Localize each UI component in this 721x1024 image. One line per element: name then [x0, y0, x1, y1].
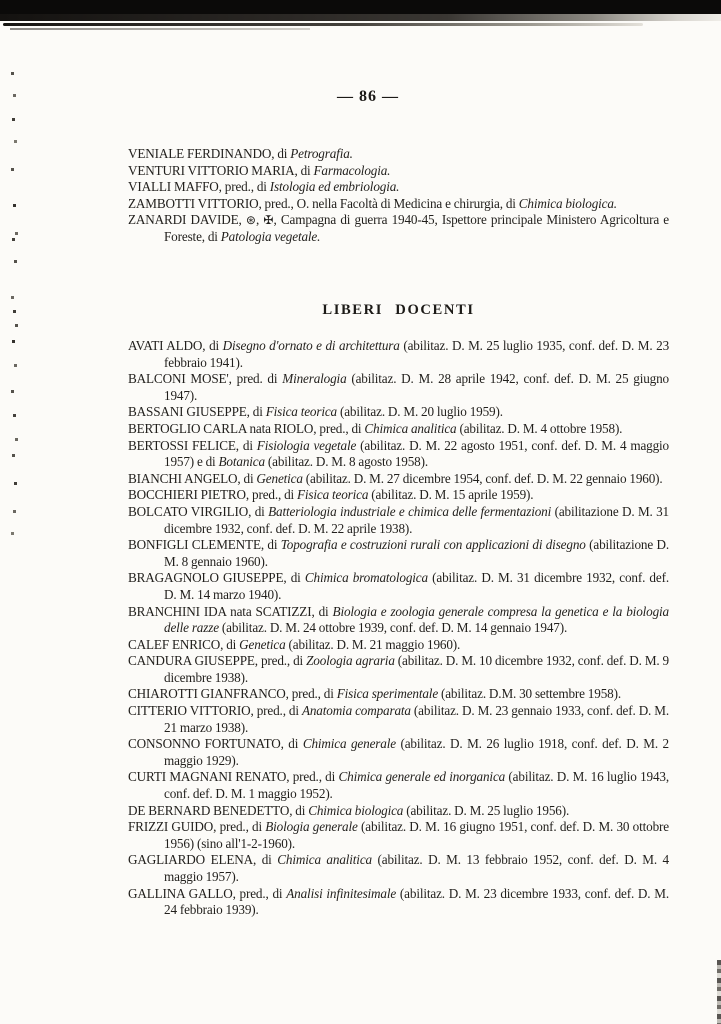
entry-text: Chimica analitica	[277, 852, 372, 868]
entry-text: Zoologia agraria	[306, 653, 395, 669]
entry-text: Fisica sperimentale	[336, 686, 439, 702]
entry	[128, 886, 669, 919]
entry-text: Patologia vegetale.	[220, 228, 321, 244]
entry-text: (abilitaz. D. M. 28 aprile 1942, conf. def. D. M. 25 giugno 1947).	[164, 371, 669, 403]
entry	[128, 769, 669, 802]
entry-text: BIANCHI ANGELO, di	[128, 470, 257, 486]
entry	[128, 487, 669, 504]
entry-text: BERTOSSI FELICE, di	[128, 437, 257, 453]
page-number: — 86 —	[337, 88, 399, 105]
entry-text: (abilitaz. D. M. 8 agosto 1958).	[264, 454, 429, 470]
entry	[128, 686, 669, 703]
entry-text: Fisiologia vegetale	[256, 437, 357, 453]
entry-text: GAGLIARDO ELENA, di	[128, 852, 278, 868]
entry-text: Farmacologia.	[313, 162, 391, 178]
entry	[128, 803, 669, 820]
liberi-docenti-list	[128, 338, 669, 919]
entry-text: CHIAROTTI GIANFRANCO, pred., di	[128, 686, 337, 702]
entry-text: (abilitaz. D. M. 16 giugno 1951, conf. def. D. M. 30 ottobre 1956) (sino all'1-2-1960).	[164, 819, 669, 851]
entry-text: BONFIGLI CLEMENTE, di	[128, 537, 281, 553]
entry-text: Chimica bromatologica	[304, 570, 428, 586]
entry	[128, 852, 669, 885]
entry-text: GALLINA GALLO, pred., di	[128, 885, 287, 901]
professors-continued-list	[128, 146, 669, 246]
entry	[128, 703, 669, 736]
entry	[128, 196, 669, 213]
entry-text: Anatomia comparata	[301, 703, 411, 719]
entry-text: Biologia e zoologia generale compresa la genetica e la biologia delle razze	[164, 603, 669, 636]
entry-text: Topografia e costruzioni rurali con applicazioni di disegno	[280, 537, 586, 553]
entry-text: Chimica generale ed inorganica	[338, 769, 506, 785]
entry	[128, 653, 669, 686]
entry-text: (abilitaz. D. M. 16 luglio 1943, conf. def. D. M. 1 maggio 1952).	[164, 769, 670, 802]
entry-text: CITTERIO VITTORIO, pred., di	[128, 703, 302, 719]
entry	[128, 421, 669, 438]
entry	[128, 179, 669, 196]
entry-text: Mineralogia	[282, 371, 347, 387]
entry-text: BASSANI GIUSEPPE, di	[128, 404, 266, 420]
entry-text: BRANCHINI IDA nata SCATIZZI, di	[128, 603, 333, 619]
entry-text: (abilitaz. D. M. 31 dicembre 1932, conf. def. D. M. 14 marzo 1940).	[164, 570, 669, 602]
entry-text: BERTOGLIO CARLA nata RIOLO, pred., di	[128, 420, 365, 436]
entry-text: CALEF ENRICO, di	[128, 636, 240, 652]
entry-text: (abilitazione D. M. 31 dicembre 1932, conf. def. D. M. 22 aprile 1938).	[164, 503, 670, 536]
entry	[128, 537, 669, 570]
entry-text: Petrografia.	[290, 146, 353, 161]
entry-text: (abilitaz. D. M. 24 ottobre 1939, conf. def. D. M. 14 gennaio 1947).	[218, 620, 568, 636]
entry-text: CONSONNO FORTUNATO, di	[128, 736, 303, 752]
entry-text: (abilitaz. D. M. 21 maggio 1960).	[285, 636, 461, 652]
entry	[128, 504, 669, 537]
entry-text: Chimica analitica	[364, 420, 457, 436]
entry-text: Analisi infinitesimale	[286, 885, 397, 901]
entry	[128, 146, 669, 163]
entry-text: FRIZZI GUIDO, pred., di	[128, 819, 266, 835]
entry-text: ,	[255, 212, 264, 228]
entry-text: (abilitaz. D. M. 25 luglio 1935, conf. def. D. M. 23 febbraio 1941).	[164, 338, 670, 370]
entry-text: (abilitaz. D. M. 23 gennaio 1933, conf. def. D. M. 21 marzo 1938).	[164, 703, 669, 735]
entry-text: (abilitaz. D. M. 10 dicembre 1932, conf. def. D. M. 9 dicembre 1938).	[164, 653, 669, 685]
entry-text: Botanica	[218, 454, 265, 470]
entry-text: (abilitaz. D. M. 23 dicembre 1933, conf. def. D. M. 24 febbraio 1939).	[164, 885, 669, 918]
scan-noise-left	[11, 72, 14, 75]
entry-text: BRAGAGNOLO GIUSEPPE, di	[128, 570, 305, 586]
entry-text: AVATI ALDO, di	[128, 338, 223, 353]
entry-text: Fisica teorica	[297, 487, 369, 503]
entry	[128, 604, 669, 637]
entry-text: (abilitaz. D. M. 13 febbraio 1952, conf. def. D. M. 4 maggio 1957).	[164, 852, 669, 884]
entry-text: Fisica teorica	[265, 404, 338, 420]
entry-text: Genetica	[239, 636, 286, 652]
entry-text: BOCCHIERI PIETRO, pred., di	[128, 487, 297, 503]
entry-text: Chimica biologica	[308, 802, 404, 818]
entry	[128, 736, 669, 769]
entry-text: (abilitaz. D. M. 15 aprile 1959).	[368, 487, 534, 503]
entry-text: (abilitaz. D.M. 30 settembre 1958).	[438, 686, 621, 702]
entry-text: Genetica	[256, 470, 303, 486]
entry-text: ZAMBOTTI VITTORIO, pred., O. nella Facoltà di Medicina e chirurgia, di	[128, 195, 519, 211]
entry-text: VENTURI VITTORIO MARIA, di	[128, 162, 314, 178]
entry-text: Istologia ed embriologia.	[269, 179, 400, 195]
entry-text: BOLCATO VIRGILIO, di	[128, 503, 269, 519]
entry-text: CURTI MAGNANI RENATO, pred., di	[128, 769, 339, 785]
entry	[128, 163, 669, 180]
entry	[128, 338, 669, 371]
entry-text: , Campagna di guerra 1940-45, Ispettore principale Ministero Agricoltura e Foreste, di	[164, 212, 669, 244]
entry-text: CANDURA GIUSEPPE, pred., di	[128, 653, 307, 669]
war-merit-medal-icon: ⊛	[245, 213, 256, 228]
entry-text: VENIALE FERDINANDO, di	[128, 146, 291, 161]
entry-text: Biologia generale	[265, 819, 358, 835]
section-heading: LIBERI DOCENTI	[322, 302, 475, 318]
entry-text: ZANARDI DAVIDE,	[128, 212, 246, 228]
entry-text: (abilitaz. D. M. 25 luglio 1956).	[403, 802, 570, 818]
entry-text: DE BERNARD BENEDETTO, di	[128, 802, 309, 818]
entry-text: Chimica biologica.	[518, 195, 617, 211]
entry-text: (abilitaz. D. M. 22 agosto 1951, conf. def. D. M. 4 maggio 1957) e di	[164, 437, 669, 470]
scan-artifact-streak	[0, 14, 721, 21]
scan-artifact-streak	[3, 23, 643, 26]
scan-artifact-top-band	[0, 0, 721, 14]
entry	[128, 471, 669, 488]
entry-text: (abilitaz. D. M. 27 dicembre 1954, conf. def. D. M. 22 gennaio 1960).	[302, 470, 663, 486]
entry-text: (abilitaz. D. M. 26 luglio 1918, conf. def. D. M. 2 maggio 1929).	[164, 736, 669, 768]
scan-artifact-streak	[10, 28, 310, 30]
entry-text: VIALLI MAFFO, pred., di	[128, 179, 270, 195]
entry	[128, 637, 669, 654]
entry-text: (abilitazione D. M. 8 gennaio 1960).	[164, 537, 669, 569]
entry-text: BALCONI MOSE', pred. di	[128, 371, 283, 387]
entry-text: (abilitaz. D. M. 20 luglio 1959).	[337, 404, 503, 420]
scan-noise-right	[717, 960, 721, 1024]
entry	[128, 570, 669, 603]
entry	[128, 404, 669, 421]
war-cross-icon: ✠	[263, 213, 274, 228]
entry	[128, 438, 669, 471]
entry-text: Disegno d'ornato e di architettura	[222, 338, 400, 353]
entry	[128, 212, 669, 245]
entry-text: Batteriologia industriale e chimica delle fermentazioni	[268, 503, 552, 519]
entry-text: Chimica generale	[302, 736, 396, 752]
entry	[128, 371, 669, 404]
entry-text: (abilitaz. D. M. 4 ottobre 1958).	[456, 420, 623, 436]
entry	[128, 819, 669, 852]
